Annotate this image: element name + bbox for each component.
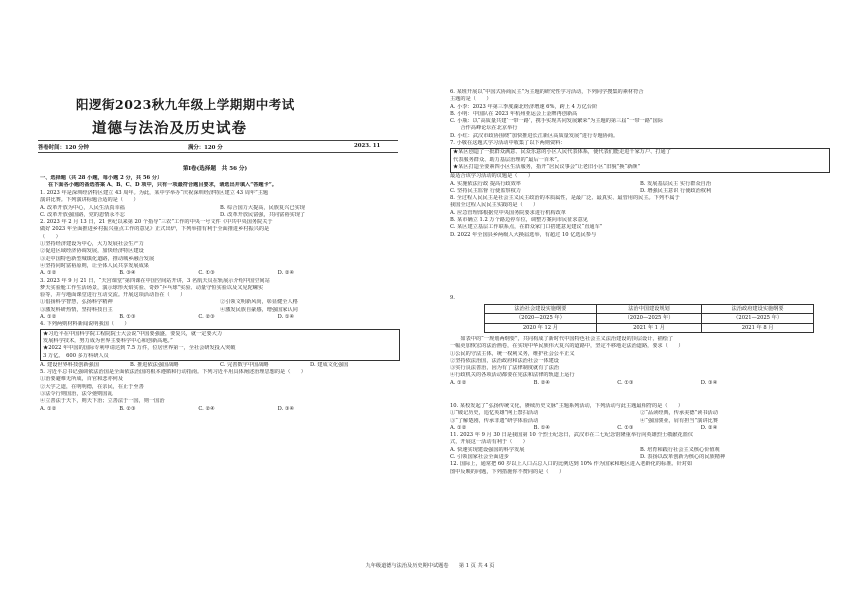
- material-box: [40, 329, 400, 361]
- question-text: 图中反映的问题，下列措施你不赞同的是（ ）: [450, 468, 565, 475]
- option: ④“强国骏业，肩有担当”演讲比赛: [640, 417, 718, 424]
- question: [40, 190, 400, 219]
- question-prompt: 最适合该学习活动的议题是（ ）: [450, 173, 534, 180]
- option-row: [450, 188, 830, 195]
- option-row: [450, 217, 830, 224]
- law-plan-table: [484, 304, 814, 333]
- question: [450, 403, 830, 432]
- question: [40, 278, 400, 322]
- answer-choice: A. ①②: [40, 314, 57, 321]
- option-row: [40, 256, 400, 263]
- answer-row: [40, 406, 400, 413]
- material-text: 代表服务群众、助力基层治理的“最后一百米”。: [453, 156, 563, 163]
- option: C. 完善数字中国战略: [220, 361, 269, 368]
- question-text: （ ）: [40, 233, 61, 240]
- option-row: [450, 454, 830, 461]
- answer-row: [450, 425, 830, 432]
- option: ①“破记历史，追忆英雄”网上祭扫活动: [450, 410, 539, 417]
- question-text: 演讲比赛。下列演讲标题合适的是（ ）: [40, 197, 139, 204]
- answer-choice: B. ①③: [119, 314, 136, 321]
- option: B. 某市确立 1.2 万个路边停车位，调整方案向市民征求意见: [450, 217, 588, 224]
- option-row: [450, 365, 830, 372]
- answer-choice: B. ③④: [119, 270, 136, 277]
- option-row: [40, 376, 400, 383]
- material-text: 发展科学技术，努力成为世界主要科学中心和创新高地。”: [43, 337, 173, 344]
- question: [450, 140, 830, 195]
- question-text: 一幅更加恢宏的法治画卷，在实现中华民族伟大复兴的道路中，坚定不移地走法治道路，要求（ ）: [450, 343, 684, 350]
- question-text: 12. 国际上，通常把 60 岁以上人口占总人口的比例达到 10% 作为国家和地区进入老龄化的标准。针对如: [450, 461, 693, 468]
- option: ②“品读经典，传承美德”读书活动: [640, 410, 718, 417]
- option: B. 推进依法强国战略: [130, 361, 179, 368]
- exam-title: 阳逻街2023秋九年级上学期期中考试: [76, 97, 295, 112]
- option: ①坚持经济建设为中心，大力发展社会生产力: [40, 241, 144, 248]
- question-text: 1. 2023 年是深圳经济特区建立 43 周年。为此，某中学举办“庆祝深圳经济特区建立 43 周年”主题: [40, 190, 269, 196]
- option: D. 改革开放民富强，共同富裕实现了: [220, 211, 306, 218]
- option: ④行政机关的各项活动都要在宪法和法律的轨道上运行: [450, 372, 575, 379]
- question-text: 11. 2023 年 9 月 30 日是我国第 10 个烈士纪念日，武汉市在二七纪念馆隆重举行向英雄烈士敬献花篮仪: [450, 432, 694, 439]
- material-text: ★某区打造全要素四小区生活服务，指开“居民议事会”让老旧小区“旧貌”换“新颜”: [453, 163, 641, 170]
- option-row: [40, 241, 400, 248]
- option: ③激发科研热情，坚持科技自主: [40, 306, 113, 313]
- table-cell: 法治社会建设实施纲要: [485, 305, 597, 314]
- question-9-body: [450, 336, 830, 387]
- option: ④立善法于天下，则天下治；立善法于一国，则一国治: [40, 398, 165, 405]
- answer-choice: C. ②③: [198, 314, 215, 321]
- answer-choice: C. ②④: [198, 405, 215, 412]
- question-text: 做好 2023 年全面推进乡村振兴重点工作的意见》正式出炉，下列举措有利于全面推进乡村振兴的是: [40, 226, 270, 233]
- table-cell: 法治中国建设规划: [596, 305, 701, 314]
- option: A. 改革开放为中心，人民生活真幸福: [40, 204, 125, 211]
- question-text: 2. 2023 年 2 月 13 日，21 世纪以来第 20 个指导“三农”工作的中央一号文件《中共中央国务院关于: [40, 219, 273, 226]
- option-row: [40, 299, 400, 306]
- option-row: [40, 248, 400, 255]
- table-cell: （2020—2025 年）: [485, 314, 597, 323]
- option: ④坚持同时富裕原则，让全体人民共享发展成果: [40, 262, 149, 269]
- option-row: [450, 104, 830, 111]
- option: A. 建设世界科技创新强国: [40, 361, 99, 368]
- option: ②促进区域经济协调发展，加快经济特区建设: [40, 248, 144, 255]
- option: ①公民的守法主体，统一权利义务，维护社会公平正义: [450, 350, 575, 357]
- option: ①倡扬科学智慧，弘扬科学精神: [40, 299, 113, 306]
- question: [450, 89, 830, 140]
- question: [40, 219, 400, 277]
- table-row: [485, 305, 814, 314]
- answer-choice: C. ①③: [617, 379, 634, 386]
- exam-date: 2023. 11: [354, 143, 381, 149]
- question: [450, 461, 830, 476]
- option: A. 应急管理部根据党中央国务院要求进行机构改革: [450, 209, 566, 216]
- option-row: [450, 181, 830, 188]
- option: C. 改革开放强国路，党的恩情永不忘: [40, 211, 125, 218]
- question-text: 式，开展这一活动有利于（ ）: [450, 439, 528, 446]
- exam-time: 答卷时间：120 分钟: [38, 145, 89, 151]
- answer-choice: A. ①②: [40, 270, 57, 277]
- page-footer: 九年级道德与法治及历史期中试题卷 第 1 页 共 4 页: [365, 563, 495, 569]
- question-text: 7. 小敬在这题式学习活动中收集了以下两则资料：: [450, 140, 566, 147]
- table-cell: （2021—2025 年）: [702, 314, 814, 323]
- section-heading-block: [40, 175, 400, 190]
- option-row: [450, 224, 830, 231]
- answer-choice: B. ②④: [533, 379, 551, 386]
- option: D. 表扬以改革创新为核心的民族精神: [640, 454, 726, 461]
- answer-choice: B. ②③: [119, 405, 136, 412]
- table-row: [485, 314, 814, 323]
- option-row: [450, 118, 830, 125]
- option-row: [40, 205, 400, 212]
- answer-choice: D. ②④: [700, 424, 718, 431]
- section-heading: 一、选择题（共 28 小题，每小题 2 分，共 56 分）: [40, 175, 163, 181]
- option: ③“了解楚剧，传承非遗”研学体验活动: [450, 417, 539, 424]
- option-row: [40, 398, 400, 405]
- answer-choice: D. ③④: [700, 379, 718, 386]
- question-text: 3. 2023 年 9 月 21 日，“天宫课堂”第四课在中国空间站开讲，3 名航天员在轨展示介绍中国空间站: [40, 277, 270, 284]
- option-row: [40, 362, 400, 369]
- option-row: [450, 232, 830, 239]
- option: ①治要避难无所成，百官和悲亦何及: [40, 376, 124, 383]
- answer-choice: D. ③④: [277, 405, 295, 412]
- option-row: [450, 358, 830, 365]
- option: D. 小红：武汉市政协围绕“加快推进长江新区高质量发展”进行专题协商。: [450, 132, 619, 139]
- option: B. 发展基层民主 实行群众自治: [640, 180, 712, 187]
- option: B. 综合国力大提高，民族复兴已实现: [220, 204, 305, 211]
- question: [40, 321, 400, 369]
- option: D. 建成文化强国: [310, 361, 349, 368]
- option: ②引领文明新风尚，彰显健全人格: [220, 299, 298, 306]
- question-text: 6. 某班开展以“中国式协商民主”为主题的研究性学习活动，下列同学搜集的素材符合: [450, 89, 644, 95]
- option-row: [450, 111, 830, 118]
- option-row: [450, 210, 830, 217]
- table-cell: 2021 年 8 月: [702, 323, 814, 332]
- answer-choice: D. ①④: [277, 314, 295, 321]
- option: A. 实施依法行政 提高行政效率: [450, 180, 521, 187]
- option: ④激发民族自豪感，增强国家认同: [220, 306, 298, 313]
- option-row: [40, 212, 400, 219]
- option-row: [40, 384, 400, 391]
- answer-choice: D. ②④: [277, 270, 295, 277]
- right-questions-2: [450, 403, 830, 476]
- material-text: ★2022 年中国的国际专利申请达到 7.5 万件，位居世界第一，全社会研发投入突破: [43, 345, 236, 352]
- option-row: [450, 410, 830, 417]
- option: ③法令行则国治，法令弛则国乱: [40, 391, 113, 398]
- answer-row: [450, 380, 830, 387]
- option-row: [450, 351, 830, 358]
- option-row: [450, 133, 830, 140]
- question: [450, 195, 830, 239]
- right-column: [430, 0, 860, 609]
- question-text: 验等，并与地面课堂进行互动交流。开展这项活动旨在（ ）: [40, 292, 186, 299]
- option: ②大学之道，在明明德，在亲民，在止于至善: [40, 383, 144, 390]
- option: A. 小李：2023 年第三季度湖北经济增速 6%，跨上 4 万亿台阶: [450, 103, 598, 110]
- table-row: [485, 323, 814, 332]
- option-row: [40, 307, 400, 314]
- right-questions: [450, 89, 830, 239]
- divider: [38, 152, 398, 153]
- question-text: 如表中的“一规划两纲要”，共同构成了新时代中国特色社会主义法治建设的顶层设计，描绘了: [450, 336, 674, 342]
- option-row: [40, 391, 400, 398]
- question: [450, 432, 830, 461]
- question-text: 5. 习近平总书记强调依法治国是全面依法治国的根本遵循和行动指南。下列习近平用具体阐述治理思想的是（ ）: [40, 369, 306, 376]
- material-text: 3 万亿。 600 多万科研人员: [43, 352, 109, 359]
- option: 合作高峰论坛在北京举行: [450, 125, 518, 132]
- answer-row: [40, 270, 400, 277]
- option: D. 2022 年全国县乡两级人大换届选举，有超过 10 亿选民参与: [450, 231, 597, 238]
- question: [450, 336, 830, 387]
- option: A. 快速实现建设强国的科学发展: [450, 446, 525, 453]
- option: ③实行良法善治，因为有了法律制度就有了法治: [450, 365, 559, 372]
- table-cell: 2020 年 12 月: [485, 323, 597, 332]
- option: C. 某区建立基层工作联系点，在群众家门口搭建意见建议“直通车”: [450, 224, 603, 231]
- option-row: [450, 447, 830, 454]
- question-text: 我国全过程人民民主实践的是（ ）: [450, 202, 539, 209]
- question-9-number: 9.: [450, 295, 455, 301]
- answer-row: [40, 314, 400, 321]
- question-text: 4. 下列两则材料新闻说明我国（ ）: [40, 321, 130, 328]
- answer-choice: A. ①②: [450, 424, 467, 431]
- option-row: [450, 125, 830, 132]
- left-questions: [40, 190, 400, 413]
- full-score: 满分：120 分: [188, 145, 223, 151]
- question-text: 10. 某校发起了“弘扬传统文化，赓续历史文脉”主题系列活动，下列活动与此主题最相符的是（ ）: [450, 403, 684, 409]
- option-row: [450, 372, 830, 379]
- option: C. 小瓶：以“高质量共建‘一带一路’，携手实现共同发展繁荣”为主题的第三届“一带一路”国际: [450, 118, 663, 125]
- question-text: 主题的是（ ）: [450, 96, 492, 103]
- answer-choice: C. ①③: [198, 270, 215, 277]
- material-text: ★习近平在中国科学院工程院院士大会说“中国要强盛，要复兴，就一定要大力: [43, 330, 223, 337]
- answer-choice: A. ①②: [450, 379, 467, 386]
- option-row: [40, 263, 400, 270]
- option: C. 引领国家社会全面进步: [450, 454, 509, 461]
- material-box: [450, 148, 830, 173]
- option: B. 培育和践行社会主义核心价值观: [640, 446, 720, 453]
- option: B. 小明：中国队在 2023 年杭州亚运会上金牌再创新高: [450, 110, 578, 117]
- question-text: 8. 全过程人民民主是社会主义民主政治的本质属性，是最广泛、最真实、最管用的民主。下列不属于: [450, 195, 680, 202]
- question-text: 梦天实验舱工作生活场景，演示球形火焰实验、奇妙“乒乓球”实验、动量守恒实验以及又见陀螺实: [40, 284, 264, 291]
- option: C. 坚持民主监督 行使监察权力: [450, 187, 521, 194]
- table-cell: 2021 年 1 月: [596, 323, 701, 332]
- option: D. 增强民主意识 行使政治权利: [640, 187, 712, 194]
- table-cell: （2020—2025 年）: [596, 314, 701, 323]
- material-text: ★某区创造了一批群众满意、民众乐意的小区人民代表体系，使代表们能走进千家万户、打通了: [453, 149, 671, 156]
- table-cell: 法治政府建设实施纲要: [702, 305, 814, 314]
- answer-choice: B. ①④: [533, 424, 551, 431]
- option: ③走中国特色新型城镇化道路，推动城乡融合发展: [40, 255, 155, 262]
- section-title: 第Ⅰ卷(选择题 共 56 分): [182, 166, 248, 172]
- answer-choice: A. ①②: [40, 405, 57, 412]
- divider: [38, 140, 398, 141]
- exam-subtitle: 道德与法治及历史试卷: [92, 120, 247, 137]
- section-instruction: 在下面各小题的备选答案 A、B、C、D 项中，只有一项最符合题目要求，请选出并填入“答题卡”。: [48, 182, 277, 189]
- question: [40, 369, 400, 413]
- option: ②坚持依法治国，法治政府和法治社会一体建设: [450, 357, 559, 364]
- option-row: [450, 418, 830, 425]
- answer-choice: C. ①③: [617, 424, 634, 431]
